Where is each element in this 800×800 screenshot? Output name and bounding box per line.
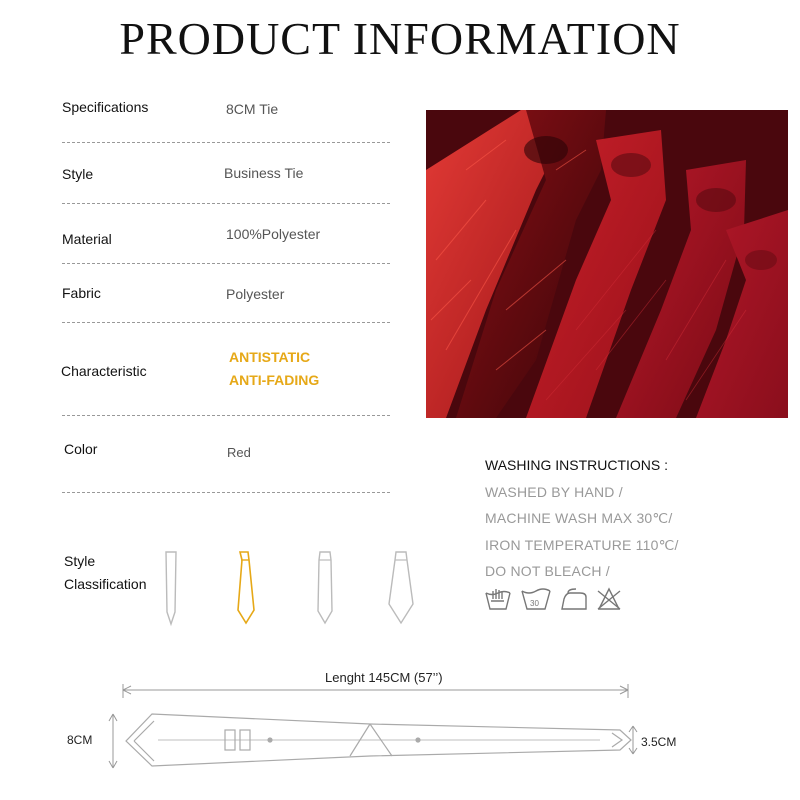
spec-label-characteristic: Characteristic	[61, 363, 147, 379]
no-bleach-icon	[598, 589, 620, 609]
divider	[62, 263, 390, 264]
spec-value-color: Red	[227, 445, 251, 460]
spec-label-fabric: Fabric	[62, 285, 101, 301]
washing-line-bleach: DO NOT BLEACH /	[485, 563, 610, 579]
wide-tie-icon[interactable]	[318, 552, 332, 623]
spec-value-fabric: Polyester	[226, 286, 285, 302]
divider	[62, 322, 390, 323]
tie-dimension-diagram	[100, 680, 660, 780]
width-wide-label: 8CM	[67, 733, 93, 747]
standard-tie-icon[interactable]	[238, 552, 254, 623]
length-label: Lenght 145CM (57’’)	[325, 670, 443, 685]
spec-value-material: 100%Polyester	[226, 226, 321, 242]
washing-icons	[484, 585, 624, 613]
spec-value-antistatic: ANTISTATIC	[229, 349, 311, 365]
spec-label-style: Style	[62, 166, 94, 182]
washing-line-machine: MACHINE WASH MAX 30℃/	[485, 510, 673, 526]
style-classification-icons	[150, 548, 430, 630]
machine-wash-30-icon	[522, 589, 550, 609]
spec-value-anti-fading: ANTI-FADING	[229, 372, 320, 388]
hand-wash-icon	[486, 589, 510, 609]
washing-line-iron: IRON TEMPERATURE 110℃/	[485, 537, 679, 553]
spec-label-color: Color	[64, 441, 98, 457]
divider	[62, 203, 390, 204]
iron-icon	[562, 589, 586, 609]
spec-value-style: Business Tie	[224, 165, 304, 181]
style-classification-label-line2: Classification	[64, 576, 147, 592]
machine-wash-30-label: 30	[530, 599, 539, 608]
divider	[62, 415, 390, 416]
classic-tie-icon[interactable]	[389, 552, 413, 623]
page-title: PRODUCT INFORMATION	[119, 13, 681, 64]
spec-label-material: Material	[62, 231, 112, 247]
width-narrow-label: 3.5CM	[641, 735, 677, 749]
washing-instructions-title: WASHING INSTRUCTIONS :	[485, 457, 669, 473]
style-classification-label-line1: Style	[64, 553, 96, 569]
spec-value-specifications: 8CM Tie	[226, 101, 279, 117]
divider	[62, 492, 390, 493]
slim-tie-icon[interactable]	[166, 552, 176, 624]
tie-outline	[126, 714, 631, 766]
spec-label-specifications: Specifications	[62, 99, 149, 115]
product-photo	[426, 110, 788, 418]
divider	[62, 142, 390, 143]
style-classification-label	[64, 550, 146, 596]
washing-line-hand: WASHED BY HAND /	[485, 484, 623, 500]
